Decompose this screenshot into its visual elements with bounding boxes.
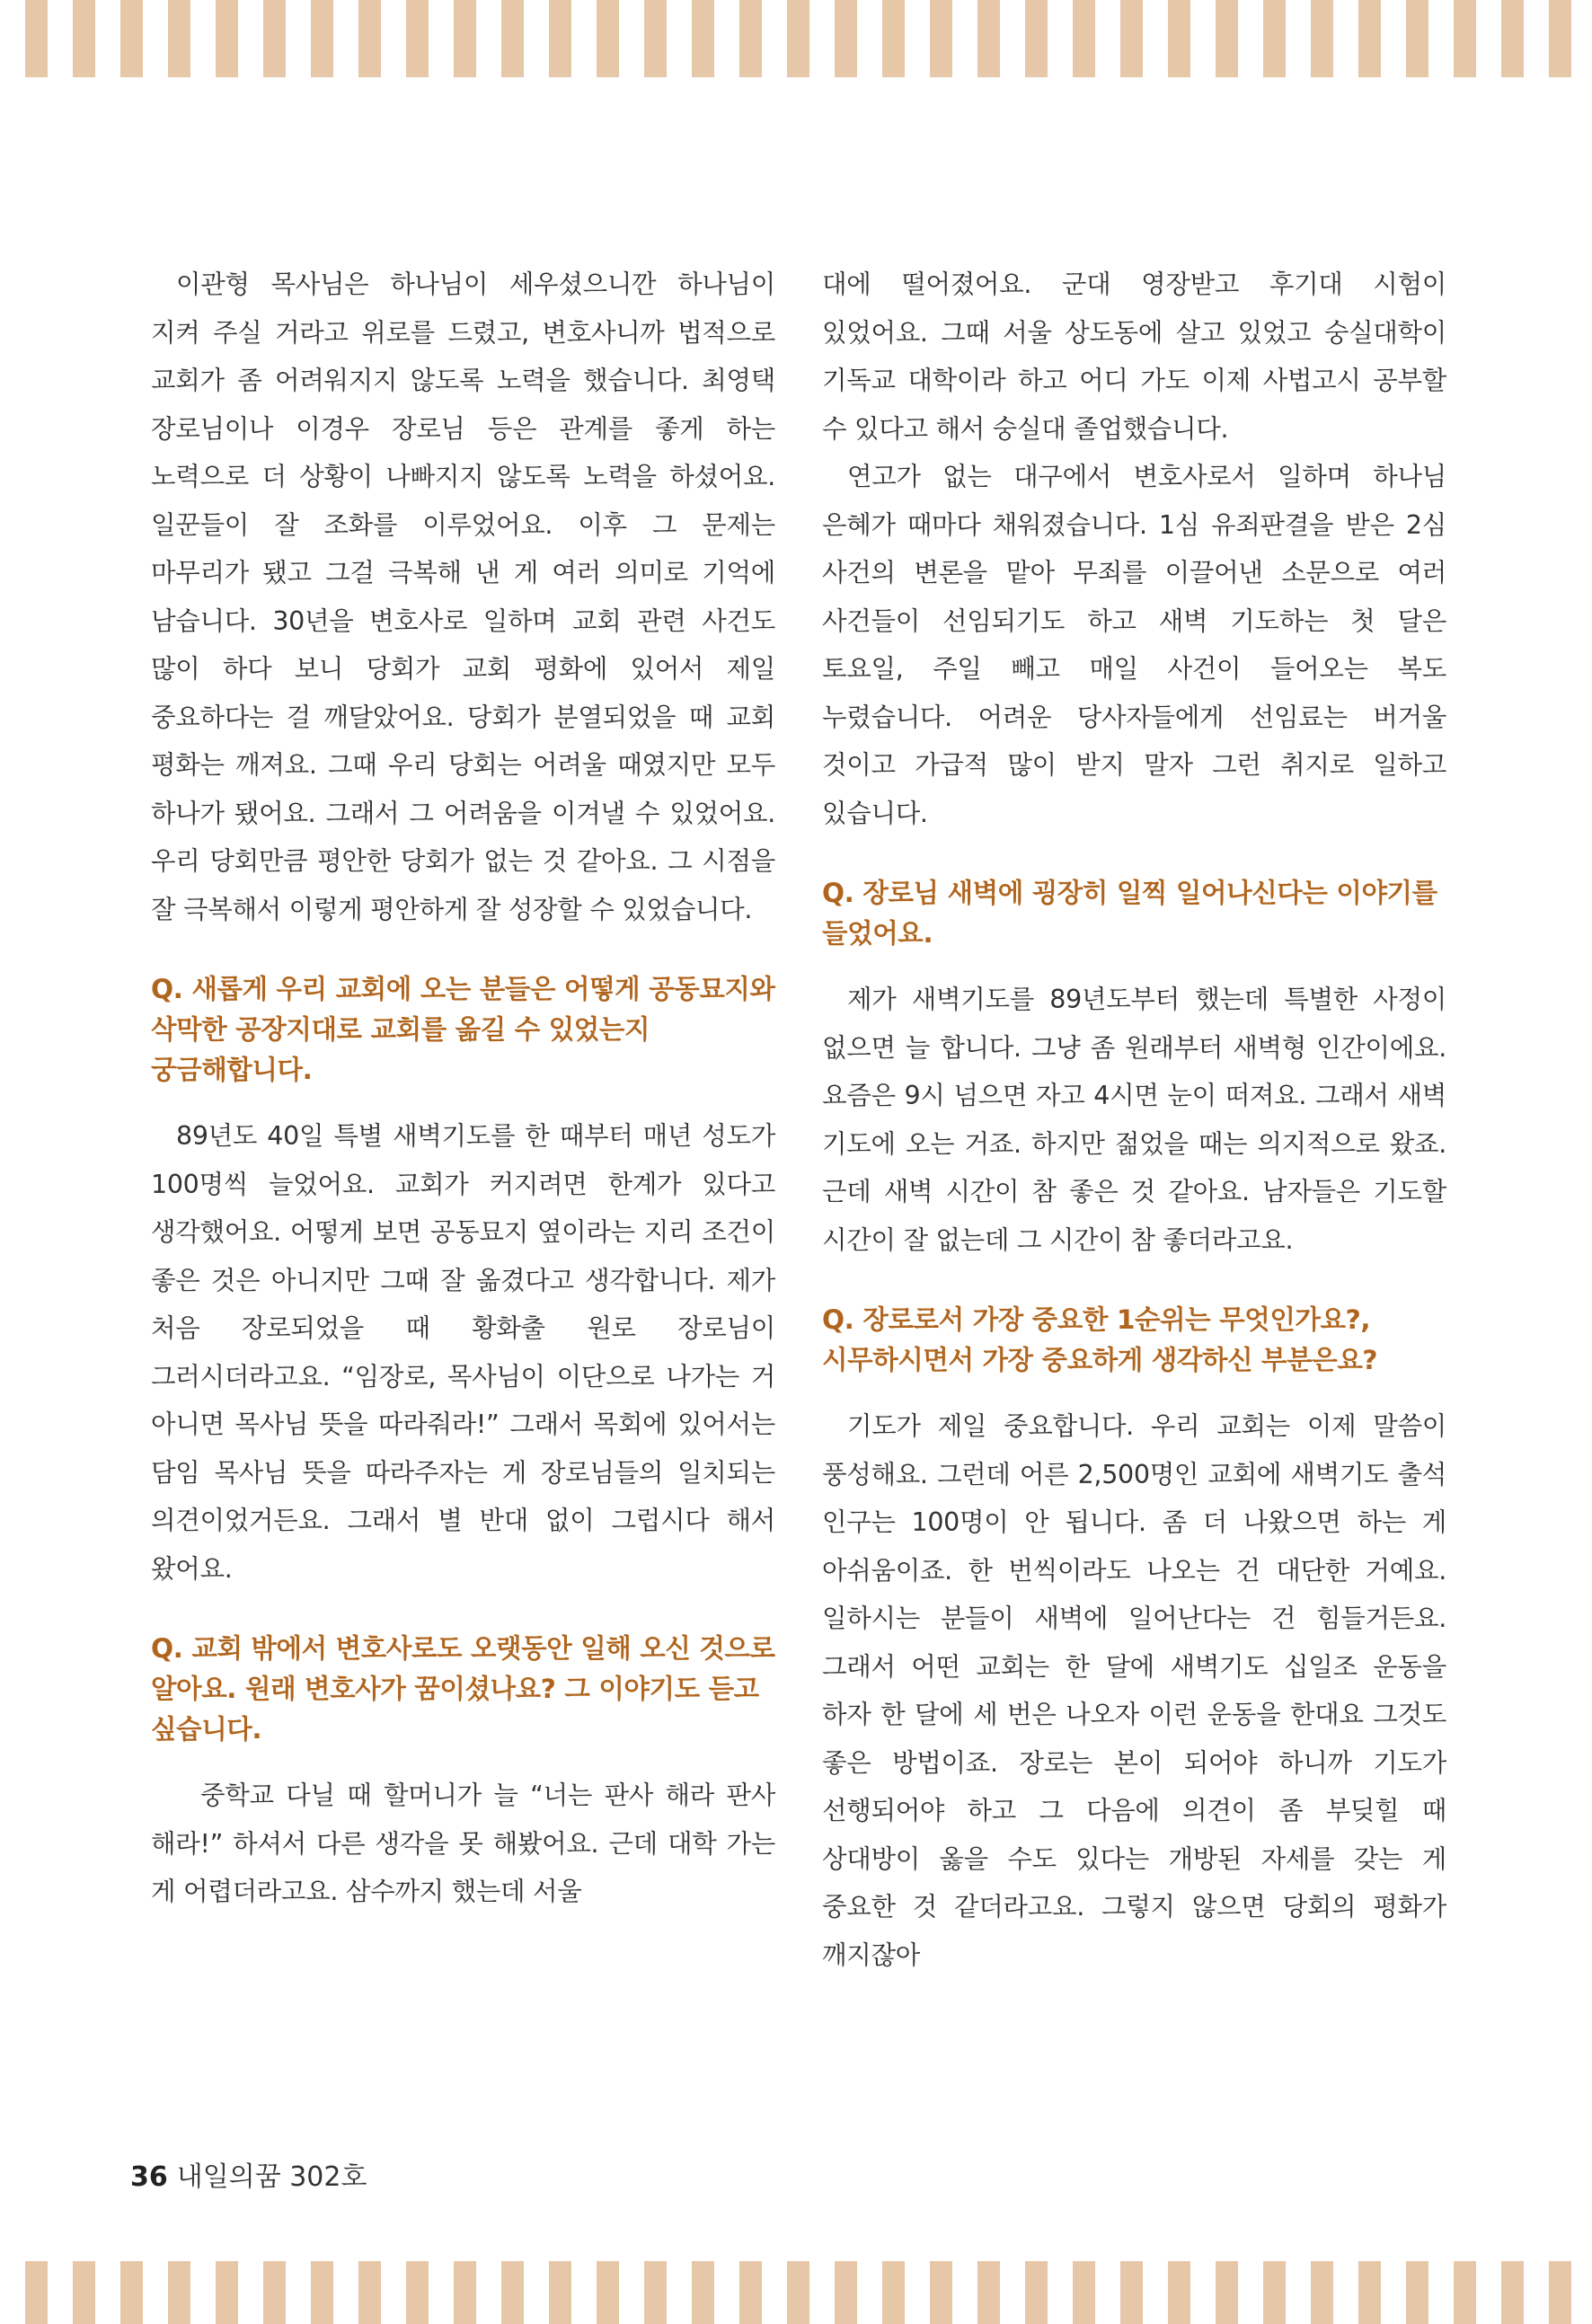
question-heading: Q. 장로님 새벽에 굉장히 일찍 일어나신다는 이야기를 들었어요. bbox=[822, 878, 1437, 949]
page-footer bbox=[130, 2154, 367, 2194]
right-column bbox=[822, 261, 1446, 1979]
page-number: 36 bbox=[130, 2161, 168, 2193]
body-paragraph: 이관형 목사님은 하나님이 세우셨으니깐 하나님이 지켜 주실 거라고 위로를 드렸고, 변호사니까 법적으로 교회가 좀 어려워지지 않도록 노력을 했습니다. 최영택 장로님이나 이경우 장로님 등은 관계를 좋게 하는 노력으로 더 상황이 나빠지지 않도록 노력을 하셨어요. 일꾼들이 잘 조화를 이루었어요. 이후 그 문제는 마무리가 됐고 그걸 극복해 낸 게 여러 의미로 기억에 남습니다. 30년을 변호사로 일하며 교회 관련 사건도 많이 하다 보니 당회가 교회 평화에 있어서 제일 중요하다는 걸 깨달았어요. 당회가 분열되었을 때 교회 평화는 깨져요. 그때 우리 당회는 어려울 때였지만 모두 하나가 됐어요. 그래서 그 어려움을 이겨낼 수 있었어요. 우리 당회만큼 평안한 당회가 없는 것 같아요. 그 시점을 잘 극복해서 이렇게 평안하게 잘 성장할 수 있었습니다. bbox=[151, 270, 775, 924]
body-paragraph: 89년도 40일 특별 새벽기도를 한 때부터 매년 성도가 100명씩 늘었어요. 교회가 커지려면 한계가 있다고 생각했어요. 어떻게 보면 공동묘지 옆이라는 지리 조건이 좋은 것은 아니지만 그때 잘 옮겼다고 생각합니다. 제가 처음 장로되었을 때 황화출 원로 장로님이 그러시더라고요. “임장로, 목사님이 이단으로 나가는 거 아니면 목사님 뜻을 따라줘라!” 그래서 목회에 있어서는 담임 목사님 뜻을 따라주자는 게 장로님들의 일치되는 의견이었거든요. 그래서 별 반대 없이 그럽시다 해서 왔어요. bbox=[151, 1121, 775, 1584]
question-heading: Q. 장로로서 가장 중요한 1순위는 무엇인가요?, 시무하시면서 가장 중요하게 생각하신 부분은요? bbox=[822, 1304, 1378, 1375]
publication-title: 내일의꿈 302호 bbox=[176, 2161, 367, 2193]
body-paragraph: 제가 새벽기도를 89년도부터 했는데 특별한 사정이 없으면 늘 합니다. 그냥 좀 원래부터 새벽형 인간이에요. 요즘은 9시 넘으면 자고 4시면 눈이 떠져요. 그래서 새벽 기도에 오는 거죠. 하지만 젊었을 때는 의지적으로 왔죠. 근데 새벽 시간이 참 좋은 것 같아요. 남자들은 기도할 시간이 잘 없는데 그 시간이 참 좋더라고요. bbox=[822, 985, 1446, 1255]
question-heading: Q. 새롭게 우리 교회에 오는 분들은 어떻게 공동묘지와 삭막한 공장지대로 교회를 옮길 수 있었는지 궁금해합니다. bbox=[151, 974, 775, 1085]
body-paragraph: 대에 떨어졌어요. 군대 영장받고 후기대 시험이 있었어요. 그때 서울 상도동에 살고 있었고 숭실대학이 기독교 대학이라 하고 어디 가도 이제 사법고시 공부할 수 있다고 해서 숭실대 졸업했습니다. bbox=[822, 270, 1446, 444]
top-stripe-band bbox=[0, 0, 1592, 77]
body-paragraph: 기도가 제일 중요합니다. 우리 교회는 이제 말씀이 풍성해요. 그런데 어른 2,500명인 교회에 새벽기도 출석 인구는 100명이 안 됩니다. 좀 더 나왔으면 하는 게 아쉬움이죠. 한 번씩이라도 나오는 건 대단한 거예요. 일하시는 분들이 새벽에 일어난다는 건 힘들거든요. 그래서 어떤 교회는 한 달에 새벽기도 십일조 운동을 하자 한 달에 세 번은 나오자 이런 운동을 한대요 그것도 좋은 방법이죠. 장로는 본이 되어야 하니까 기도가 선행되어야 하고 그 다음에 의견이 좀 부딪힐 때 상대방이 옳을 수도 있다는 개방된 자세를 갖는 게 중요한 것 같더라고요. 그렇지 않으면 당회의 평화가 깨지잖아 bbox=[822, 1411, 1446, 1970]
body-paragraph: 연고가 없는 대구에서 변호사로서 일하며 하나님 은혜가 때마다 채워졌습니다. 1심 유죄판결을 받은 2심 사건의 변론을 맡아 무죄를 이끌어낸 소문으로 여러 사건들이 선임되기도 하고 새벽 기도하는 첫 달은 토요일, 주일 빼고 매일 사건이 들어오는 복도 누렸습니다. 어려운 당사자들에게 선임료는 버거울 것이고 가급적 많이 받지 말자 그런 취지로 일하고 있습니다. bbox=[822, 462, 1446, 828]
question-heading: Q. 교회 밖에서 변호사로도 오랫동안 일해 오신 것으로 알아요. 원래 변호사가 꿈이셨나요? 그 이야기도 듣고 싶습니다. bbox=[151, 1633, 775, 1745]
body-paragraph: 중학교 다닐 때 할머니가 늘 “너는 판사 해라 판사 해라!” 하셔서 다른 생각을 못 해봤어요. 근데 대학 가는 게 어렵더라고요. 삼수까지 했는데 서울 bbox=[151, 1781, 783, 1906]
bottom-stripe-band bbox=[0, 2261, 1592, 2324]
left-column bbox=[151, 261, 783, 1916]
